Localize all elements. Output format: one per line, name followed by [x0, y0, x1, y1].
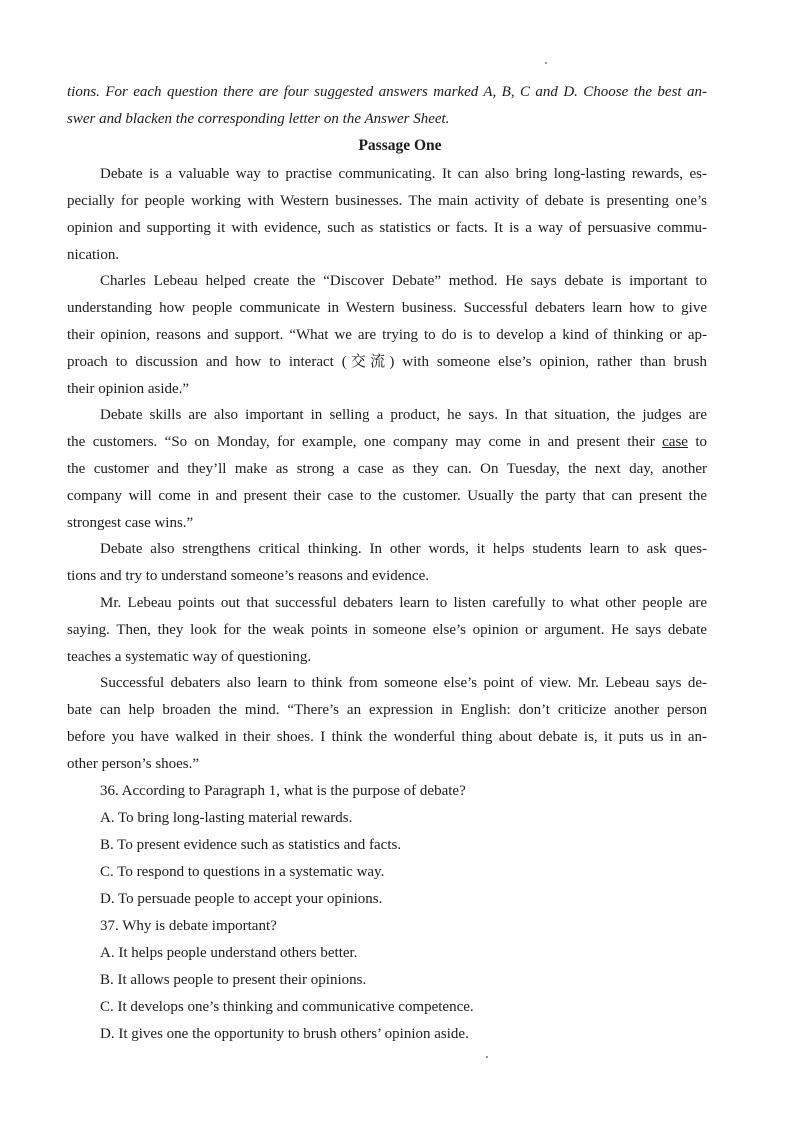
- p3-line-3: the customer and they’ll make as strong a case as they can. On Tuesday, the next day, another: [67, 461, 707, 477]
- question-36-option-c: C. To respond to questions in a systematic way.: [100, 864, 385, 880]
- question-37-option-a: A. It helps people understand others better.: [100, 945, 358, 961]
- instructions-line-2: swer and blacken the corresponding letter on the Answer Sheet.: [67, 111, 450, 127]
- p2-line-5: their opinion aside.”: [67, 381, 190, 397]
- p5-line-2: saying. Then, they look for the weak points in someone else’s opinion or argument. He says debate: [67, 622, 707, 638]
- passage-title: Passage One: [358, 137, 442, 154]
- p6-line-1: Successful debaters also learn to think from someone else’s point of view. Mr. Lebeau says de-: [100, 675, 707, 691]
- question-37-option-c: C. It develops one’s thinking and communicative competence.: [100, 999, 474, 1015]
- p3-line-2-end: to: [687, 434, 707, 450]
- p2-line-2: understanding how people communicate in Western business. Successful debaters learn how to give: [67, 300, 707, 316]
- p6-line-3: before you have walked in their shoes. I think the wonderful thing about debate is, it puts us in an-: [67, 729, 707, 745]
- p4-line-1: Debate also strengthens critical thinking. In other words, it helps students learn to ask ques-: [100, 541, 707, 557]
- p2-line-4: proach to discussion and how to interact (交流) with someone else’s opinion, rather than brush: [67, 354, 707, 370]
- p5-line-1: Mr. Lebeau points out that successful debaters learn to listen carefully to what other people are: [100, 595, 707, 611]
- scan-speck: [486, 1056, 488, 1058]
- p6-line-4: other person’s shoes.”: [67, 756, 200, 772]
- p3-line-4: company will come in and present their case to the customer. Usually the party that can present the: [67, 488, 707, 504]
- question-36-option-b: B. To present evidence such as statistics and facts.: [100, 837, 402, 853]
- p5-line-3: teaches a systematic way of questioning.: [67, 649, 312, 665]
- underlined-word-case: case: [662, 434, 688, 450]
- question-36-option-a: A. To bring long-lasting material rewards.: [100, 810, 353, 826]
- p6-line-2: bate can help broaden the mind. “There’s an expression in English: don’t criticize another person: [67, 702, 707, 718]
- question-36-option-d: D. To persuade people to accept your opinions.: [100, 891, 383, 907]
- p2-line-3: their opinion, reasons and support. “What we are trying to do is to develop a kind of thinking or ap-: [67, 327, 707, 343]
- p3-line-1: Debate skills are also important in selling a product, he says. In that situation, the judges are: [100, 407, 707, 423]
- p1-line-3: opinion and supporting it with evidence, such as statistics or facts. It is a way of persuasive commu-: [67, 220, 707, 236]
- p2-line-1: Charles Lebeau helped create the “Discover Debate” method. He says debate is important to: [100, 273, 707, 289]
- p4-line-2: tions and try to understand someone’s reasons and evidence.: [67, 568, 429, 584]
- p1-line-1: Debate is a valuable way to practise communicating. It can also bring long-lasting rewards, es-: [100, 166, 707, 182]
- question-37-option-b: B. It allows people to present their opinions.: [100, 972, 367, 988]
- p3-line-2-start: the customers. “So on Monday, for example, one company may come in and present their: [67, 434, 663, 450]
- p1-line-2: pecially for people working with Western businesses. The main activity of debate is presenting one’s: [67, 193, 707, 209]
- p3-line-5: strongest case wins.”: [67, 515, 194, 531]
- question-36-stem: 36. According to Paragraph 1, what is the purpose of debate?: [100, 783, 466, 799]
- p3-line-2: [67, 432, 707, 452]
- question-37-stem: 37. Why is debate important?: [100, 918, 277, 934]
- scan-speck: [545, 62, 547, 64]
- instructions-line-1: tions. For each question there are four suggested answers marked A, B, C and D. Choose the best an-: [67, 84, 707, 100]
- question-37-option-d: D. It gives one the opportunity to brush others’ opinion aside.: [100, 1026, 469, 1042]
- p1-line-4: nication.: [67, 247, 120, 263]
